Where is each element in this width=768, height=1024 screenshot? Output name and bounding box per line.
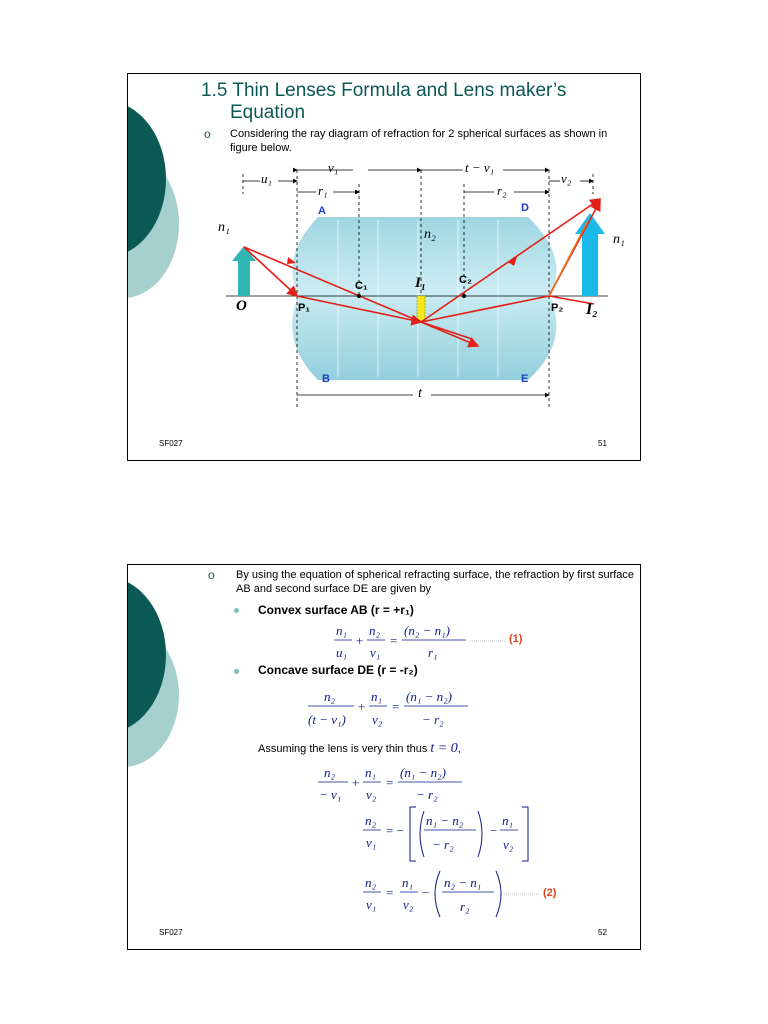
eq2-v2: v₂ bbox=[372, 712, 383, 727]
eq4-inner-num: n₁ − n₂ bbox=[426, 813, 464, 828]
label-p1: P₁ bbox=[298, 302, 310, 314]
eq2-den: − r₂ bbox=[422, 712, 444, 727]
footer-course: SF027 bbox=[159, 928, 183, 937]
eq2-den1: (t − v₁) bbox=[308, 712, 346, 727]
label-i1: I₁ bbox=[415, 275, 427, 291]
svg-text:+: + bbox=[356, 633, 364, 648]
svg-text:=: = bbox=[386, 775, 394, 790]
label-e: E bbox=[521, 373, 529, 385]
slide-52 bbox=[127, 564, 641, 950]
eq4-v2: v₂ bbox=[503, 837, 514, 852]
dim-v1-label: v₁ bbox=[328, 160, 339, 175]
dim-v2-label: v₂ bbox=[561, 171, 572, 186]
label-b: B bbox=[322, 373, 330, 385]
bullet-marker: o bbox=[204, 127, 211, 141]
dim-r2-label: r₂ bbox=[497, 183, 507, 198]
dim-r1-label: r₁ bbox=[318, 183, 328, 198]
eq3-num: (n₁ − n₂) bbox=[400, 765, 446, 780]
eq5-n2: n₂ bbox=[365, 875, 377, 890]
label-i2: I₂ bbox=[586, 301, 598, 318]
label-c2: C₂ bbox=[459, 274, 472, 286]
svg-text:=: = bbox=[390, 633, 398, 648]
svg-text:= −: = − bbox=[386, 823, 404, 838]
bullet-text: Considering the ray diagram of refraction for 2 spherical surfaces as shown in figure below. bbox=[230, 128, 608, 154]
sub-bullet-dot bbox=[234, 669, 239, 674]
svg-text:−: − bbox=[422, 885, 430, 900]
title-line-2: Equation bbox=[230, 102, 306, 123]
equation-4 bbox=[128, 805, 640, 865]
label-p2: P₂ bbox=[551, 302, 564, 314]
eq2-n1: n₁ bbox=[371, 689, 383, 704]
eq1-label: (1) bbox=[509, 633, 523, 645]
assumption-line: Assuming the lens is very thin thus t = 0, bbox=[258, 741, 461, 756]
object-arrow bbox=[232, 246, 256, 296]
eq1-n1: n₁ bbox=[336, 623, 348, 638]
ray-diagram bbox=[128, 74, 640, 460]
svg-text:=: = bbox=[392, 699, 400, 714]
svg-text:−: − bbox=[490, 823, 498, 838]
image-i1 bbox=[417, 296, 425, 321]
label-a: A bbox=[318, 205, 326, 217]
eq5-v2: v₂ bbox=[403, 897, 414, 912]
eq3-n2: n₂ bbox=[324, 765, 336, 780]
equation-5 bbox=[128, 867, 640, 923]
equation-3 bbox=[128, 761, 640, 807]
dim-u1-label: u₁ bbox=[261, 171, 273, 186]
footer-page-number: 51 bbox=[598, 439, 607, 448]
eq4-v1: v₁ bbox=[366, 835, 377, 850]
eq2-label: (2) bbox=[543, 887, 557, 899]
eq5-inner-den: r₂ bbox=[460, 899, 470, 914]
svg-text:+: + bbox=[352, 775, 360, 790]
eq5-n1: n₁ bbox=[402, 875, 414, 890]
eq1-num: (n₂ − n₁) bbox=[404, 623, 450, 638]
eq5-inner-num: n₂ − n₁ bbox=[444, 875, 482, 890]
eq4-inner-den: − r₂ bbox=[432, 837, 454, 852]
assumption-math: t = 0 bbox=[430, 741, 458, 756]
eq3-den: − r₂ bbox=[416, 787, 438, 802]
dim-t-label: t bbox=[418, 386, 422, 401]
bullet-marker: o bbox=[208, 568, 215, 582]
label-n1-right: n₁ bbox=[613, 232, 625, 247]
sub-heading-concave: Concave surface DE (r = -r₂) bbox=[258, 663, 418, 677]
eq3-v2: v₂ bbox=[366, 787, 377, 802]
eq1-den: r₁ bbox=[428, 645, 438, 660]
sub-heading-convex: Convex surface AB (r = +r₁) bbox=[258, 603, 414, 617]
eq1-n2: n₂ bbox=[369, 623, 381, 638]
footer-course: SF027 bbox=[159, 439, 183, 448]
label-n2: n₂ bbox=[424, 227, 436, 242]
title-line-1: 1.5 Thin Lenses Formula and Lens maker’s bbox=[201, 80, 567, 101]
label-c1: C₁ bbox=[355, 280, 368, 292]
eq2-n2: n₂ bbox=[324, 689, 336, 704]
eq5-v1: v₁ bbox=[366, 897, 377, 912]
svg-text:+: + bbox=[358, 699, 366, 714]
eq1-u1: u₁ bbox=[336, 645, 348, 660]
equation-2 bbox=[128, 683, 640, 735]
equation-1 bbox=[128, 617, 640, 667]
svg-text:=: = bbox=[386, 885, 394, 900]
eq1-v1: v₁ bbox=[370, 645, 381, 660]
eq3-den1: − v₁ bbox=[319, 787, 342, 802]
dim-t-minus-v1-label: t − v₁ bbox=[465, 160, 495, 175]
label-n1-left: n₁ bbox=[218, 220, 230, 235]
label-d: D bbox=[521, 202, 529, 214]
footer-page-number: 52 bbox=[598, 928, 607, 937]
eq2-num: (n₁ − n₂) bbox=[406, 689, 452, 704]
image-arrow-i2 bbox=[575, 213, 605, 296]
eq4-n2: n₂ bbox=[365, 813, 377, 828]
sub-bullet-dot bbox=[234, 608, 239, 613]
slide-51 bbox=[127, 73, 641, 461]
assumption-text: Assuming the lens is very thin thus bbox=[258, 743, 428, 755]
label-o: O bbox=[236, 298, 247, 314]
eq3-n1: n₁ bbox=[365, 765, 377, 780]
eq4-n1: n₁ bbox=[502, 813, 514, 828]
intro-text: By using the equation of spherical refracting surface, the refraction by first surface AB and second surface DE are given by bbox=[236, 569, 635, 595]
